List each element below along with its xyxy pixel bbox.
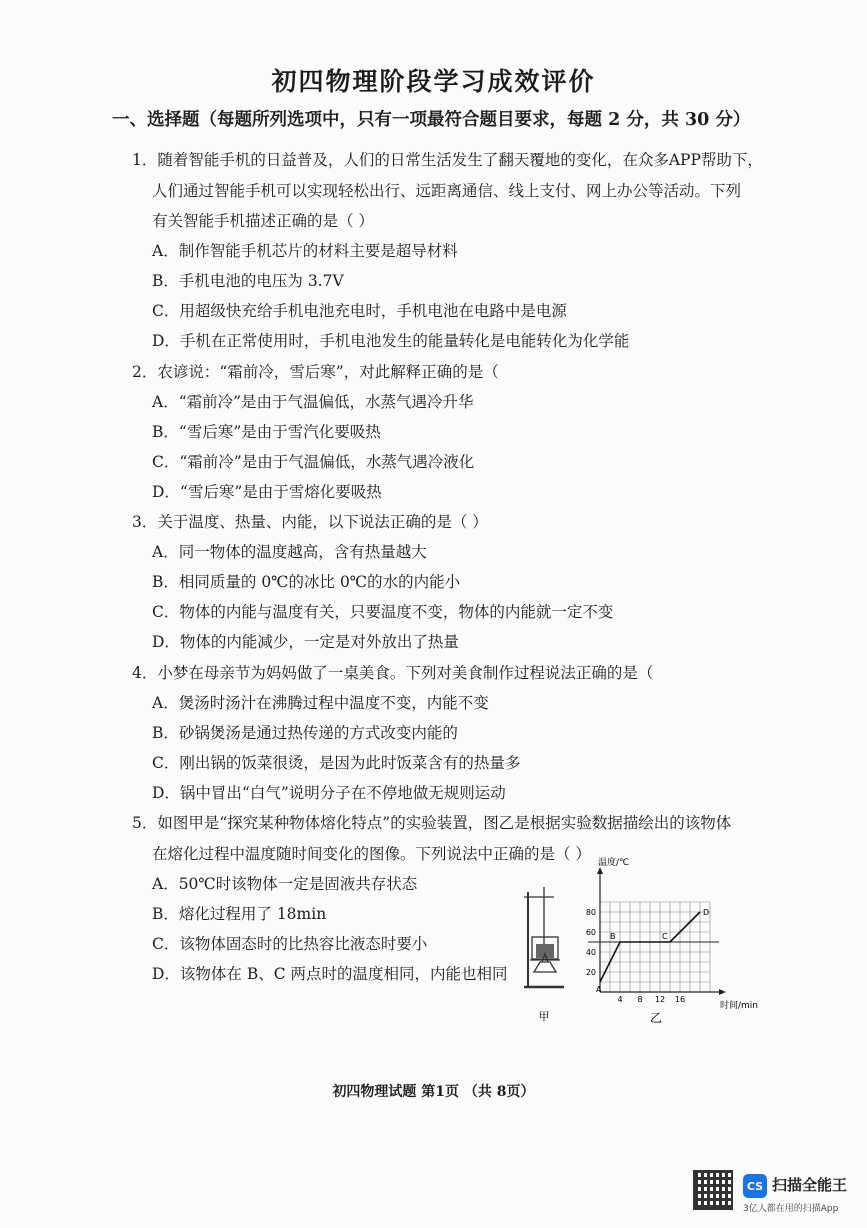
point-label-d: D <box>703 908 710 917</box>
question-2-option-d: D．“雪后寒”是由于雪熔化要吸热 <box>152 483 382 501</box>
question-1-option-c: C．用超级快充给手机电池充电时，手机电池在电路中是电源 <box>152 302 567 320</box>
question-5-figure <box>514 852 774 1032</box>
question-4-option-c: C．刚出锅的饭菜很烫，是因为此时饭菜含有的热量多 <box>152 754 521 772</box>
qr-code-icon <box>693 1170 733 1210</box>
brand-tagline: 3亿人都在用的扫描App <box>743 1204 839 1214</box>
point-label-c: C <box>662 932 668 941</box>
x-tick-label: 8 <box>637 995 643 1004</box>
question-3-option-d: D．物体的内能减少，一定是对外放出了热量 <box>152 633 459 651</box>
point-label-a: A <box>596 985 602 994</box>
camscanner-logo-icon: CS <box>743 1174 767 1198</box>
question-5-option-c: C．该物体固态时的比热容比液态时要小 <box>152 935 428 953</box>
question-1-line-2: 人们通过智能手机可以实现轻松出行、远距离通信、线上支付、网上办公等活动。下列 <box>152 182 742 200</box>
y-axis-arrow <box>597 867 603 874</box>
question-5-option-b: B．熔化过程用了 18min <box>152 905 327 923</box>
point-label-b: B <box>610 932 616 941</box>
question-1-line-3: 有关智能手机描述正确的是（ ） <box>152 212 374 230</box>
question-4-line-1: 4．小梦在母亲节为妈妈做了一桌美食。下列对美食制作过程说法正确的是（ <box>132 664 654 682</box>
question-4-option-b: B．砂锅煲汤是通过热传递的方式改变内能的 <box>152 724 458 742</box>
y-axis-label: 温度/℃ <box>598 858 630 868</box>
scanner-watermark <box>693 1168 863 1218</box>
question-2-line-1: 2．农谚说：“霜前冷，雪后寒”，对此解释正确的是（ <box>132 363 499 381</box>
y-tick-label: 40 <box>585 948 596 957</box>
section-heading: 一、选择题（每题所列选项中，只有一项最符合题目要求，每题 2 分，共 30 分） <box>112 110 751 130</box>
question-5-option-a: A．50℃时该物体一定是固液共存状态 <box>152 875 418 893</box>
question-3-option-c: C．物体的内能与温度有关，只要温度不变，物体的内能就一定不变 <box>152 603 614 621</box>
y-tick-label: 60 <box>585 928 596 937</box>
question-2-option-a: A．“霜前冷”是由于气温偏低，水蒸气遇冷升华 <box>152 393 474 411</box>
question-5-line-2: 在熔化过程中温度随时间变化的图像。下列说法中正确的是（ ） <box>152 845 591 863</box>
y-tick-label: 20 <box>585 968 596 977</box>
temperature-time-graph <box>586 856 758 1011</box>
x-axis-arrow <box>719 989 726 995</box>
question-1-option-a: A．制作智能手机芯片的材料主要是超导材料 <box>152 242 458 260</box>
figure-svg <box>514 852 774 1032</box>
x-tick-label: 12 <box>654 995 666 1004</box>
question-5-line-1: 5．如图甲是“探究某种物体熔化特点”的实验装置，图乙是根据实验数据描绘出的该物体 <box>132 814 732 832</box>
figure-caption-yi: 乙 <box>649 1011 663 1025</box>
question-4-option-a: A．煲汤时汤汁在沸腾过程中温度不变，内能不变 <box>152 694 489 712</box>
question-3-option-b: B．相同质量的 0℃的冰比 0℃的水的内能小 <box>152 573 461 591</box>
apparatus-illustration <box>524 887 564 987</box>
y-tick-label: 80 <box>585 908 596 917</box>
question-1-option-d: D．手机在正常使用时，手机电池发生的能量转化是电能转化为化学能 <box>152 332 630 350</box>
x-tick-label: 4 <box>617 995 623 1004</box>
question-3-line-1: 3．关于温度、热量、内能，以下说法正确的是（ ） <box>132 513 488 531</box>
question-3-option-a: A．同一物体的温度越高，含有热量越大 <box>152 543 427 561</box>
question-1-line-1: 1．随着智能手机的日益普及，人们的日常生活发生了翻天覆地的变化，在众多APP帮助下， <box>132 151 763 169</box>
question-2-option-c: C．“霜前冷”是由于气温偏低，水蒸气遇冷液化 <box>152 453 475 471</box>
x-tick-label: 16 <box>674 995 686 1004</box>
brand-name: 扫描全能王 <box>772 1176 848 1194</box>
question-1-option-b: B．手机电池的电压为 3.7V <box>152 272 344 290</box>
question-5-option-d: D．该物体在 B、C 两点时的温度相同，内能也相同 <box>152 965 508 983</box>
figure-caption-jia: 甲 <box>538 1010 550 1023</box>
page-title: 初四物理阶段学习成效评价 <box>271 67 596 96</box>
x-axis-label: 时间/min <box>720 1001 759 1011</box>
page-footer: 初四物理试题 第1页 （共 8页） <box>332 1084 535 1100</box>
question-4-option-d: D．锅中冒出“白气”说明分子在不停地做无规则运动 <box>152 784 506 802</box>
question-2-option-b: B．“雪后寒”是由于雪汽化要吸热 <box>152 423 381 441</box>
